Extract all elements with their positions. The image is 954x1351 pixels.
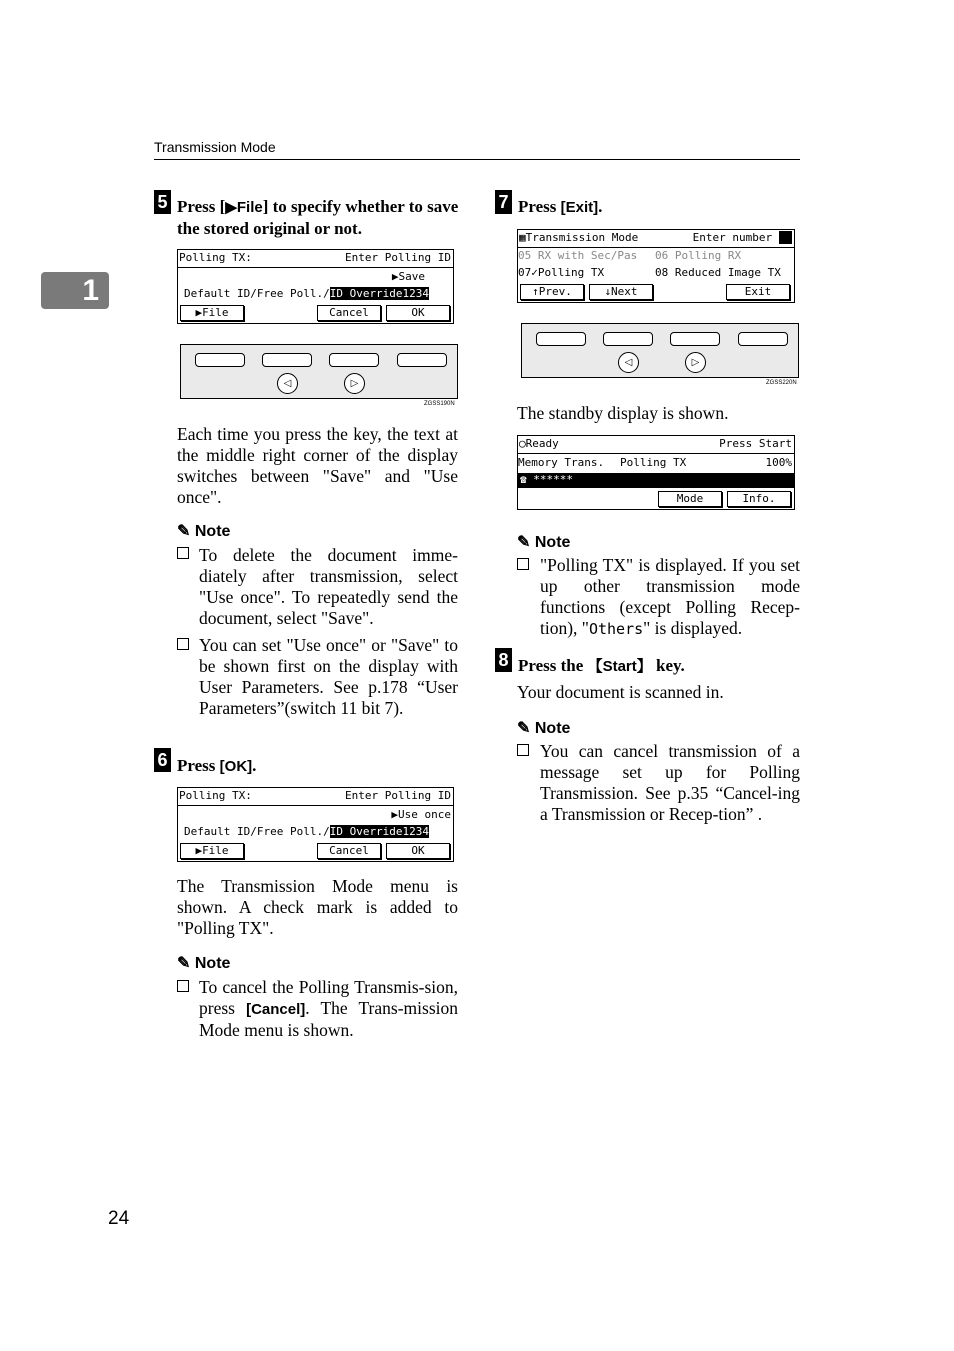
play-icon: ▶ <box>225 199 237 216</box>
note-item: You can set "Use once" or "Save" to be shown first on the display with User Parameters. See p.178 “User Parameters”(switch 11 bit 7). <box>199 635 458 718</box>
lcd-number-field[interactable]: ☎ ****** <box>518 473 794 488</box>
pencil-icon: ✎ <box>517 534 531 551</box>
step-number-8: 8 <box>495 648 512 672</box>
left-arrow-icon[interactable]: ◁ <box>618 352 639 373</box>
step7-instruction: Press [Exit]. <box>518 197 603 216</box>
chapter-tab: 1 <box>41 272 109 309</box>
note-heading: ✎ Note <box>177 523 231 540</box>
lcd-selected-value: ID Override1234 <box>329 287 430 300</box>
selection-key-4[interactable] <box>397 353 447 367</box>
file-button[interactable]: ▶File <box>180 305 244 321</box>
checkbox-icon <box>517 558 529 570</box>
lcd-id-line: Default ID/Free Poll./ID Override1234 <box>184 825 430 838</box>
lcd-option: ▶Save <box>391 270 425 283</box>
lcd-prompt: Enter number <box>693 231 792 244</box>
lcd-mode: Memory Trans. <box>518 456 605 469</box>
selection-key-4[interactable] <box>738 332 788 346</box>
checkbox-icon <box>177 638 189 650</box>
right-arrow-icon[interactable]: ▷ <box>344 373 365 394</box>
selection-key-2[interactable] <box>603 332 653 346</box>
step6-description: The Transmission Mode menu is shown. A check mark is added to "Polling TX". <box>177 876 458 938</box>
lcd-title: ▦Transmission Mode <box>519 231 639 244</box>
lcd-menu-row[interactable]: 08 Reduced Image TX <box>655 266 781 279</box>
exit-button[interactable]: Exit <box>726 284 790 300</box>
lcd-menu-row-selected[interactable]: 07✓Polling TX <box>518 266 605 279</box>
lcd-standby <box>517 435 795 510</box>
lcd-prompt: Enter Polling ID <box>345 251 451 264</box>
play-icon: ▶ <box>195 306 203 319</box>
step5-instruction: Press [▶File] to specify whether to save the stored original or not. <box>177 197 459 238</box>
lcd-transmission-mode <box>517 229 795 303</box>
header-rule <box>154 159 800 160</box>
lcd-prompt: Press Start <box>719 437 792 450</box>
step-number-6: 6 <box>154 748 171 772</box>
mode-button[interactable]: Mode <box>658 491 722 507</box>
cancel-button[interactable]: Cancel <box>317 843 381 859</box>
control-panel <box>521 323 799 378</box>
step8-description: Your document is scanned in. <box>517 682 724 702</box>
cancel-button[interactable]: Cancel <box>317 305 381 321</box>
menu-icon: ▦ <box>519 231 526 244</box>
pencil-icon: ✎ <box>177 523 191 540</box>
checkbox-icon <box>177 980 189 992</box>
lcd-id-line: Default ID/Free Poll./ID Override1234 <box>184 287 430 300</box>
lcd-status: ◯Ready <box>519 437 559 450</box>
selection-key-2[interactable] <box>262 353 312 367</box>
note-heading: ✎ Note <box>517 720 571 737</box>
lcd-display-use-once <box>177 787 454 862</box>
note-heading: ✎ Note <box>177 955 231 972</box>
lcd-menu-row[interactable]: 05 RX with Sec/Pas <box>518 249 638 262</box>
step5-description: Each time you press the key, the text at the middle right corner of the display switches between "Save" and "Use once". <box>177 424 458 507</box>
ok-button[interactable]: OK <box>386 305 450 321</box>
lcd-title: Polling TX: <box>179 251 252 264</box>
ok-button[interactable]: OK <box>386 843 450 859</box>
lcd-display-save <box>177 249 454 324</box>
figure-code: ZGSS220N <box>766 380 797 386</box>
left-arrow-icon[interactable]: ◁ <box>277 373 298 394</box>
right-arrow-icon[interactable]: ▷ <box>685 352 706 373</box>
lcd-prompt: Enter Polling ID <box>345 789 451 802</box>
circle-icon: ◯ <box>519 437 526 450</box>
lcd-percent: 100% <box>765 456 792 469</box>
control-panel <box>180 344 458 399</box>
step-number-5: 5 <box>154 190 171 214</box>
page-number: 24 <box>108 1208 130 1229</box>
figure-code: ZGSS190N <box>424 401 455 407</box>
step7-description: The standby display is shown. <box>517 403 729 423</box>
info-button[interactable]: Info. <box>727 491 791 507</box>
play-icon: ▶ <box>391 808 399 821</box>
note-item: To delete the document imme-diately after transmission, select "Use once". To repeatedly send the document, select "Save". <box>199 545 458 628</box>
step6-instruction: Press [OK]. <box>177 756 257 775</box>
play-icon: ▶ <box>391 270 399 283</box>
note-item: "Polling TX" is displayed. If you set up other transmission mode functions (except Polling Recep-tion), "Others" is displayed. <box>540 555 800 638</box>
selection-key-1[interactable] <box>536 332 586 346</box>
selection-key-1[interactable] <box>195 353 245 367</box>
checkbox-icon <box>177 547 189 559</box>
step8-instruction: Press the 【Start】 key. <box>518 656 685 675</box>
lcd-option: ▶Use once <box>391 808 451 821</box>
note-item: To cancel the Polling Transmis-sion, press [Cancel]. The Trans-mission Mode menu is shown. <box>199 977 458 1040</box>
cursor-icon <box>779 231 792 244</box>
step-number-7: 7 <box>495 190 512 214</box>
pencil-icon: ✎ <box>177 955 191 972</box>
pencil-icon: ✎ <box>517 720 531 737</box>
play-icon: ▶ <box>195 844 203 857</box>
note-item: You can cancel transmission of a message set up for Polling Transmission. See p.35 “Cancel-ing a Transmission or Recep-tion” . <box>540 741 800 824</box>
next-button[interactable]: ↓Next <box>589 284 653 300</box>
selection-key-3[interactable] <box>670 332 720 346</box>
note-heading: ✎ Note <box>517 534 571 551</box>
prev-button[interactable]: ↑Prev. <box>520 284 584 300</box>
lcd-menu-row[interactable]: 06 Polling RX <box>655 249 742 262</box>
lcd-title: Polling TX: <box>179 789 252 802</box>
section-header: Transmission Mode <box>154 139 276 155</box>
lcd-mode-value: Polling TX <box>620 456 687 469</box>
checkbox-icon <box>517 744 529 756</box>
lcd-selected-value: ID Override1234 <box>329 825 430 838</box>
selection-key-3[interactable] <box>329 353 379 367</box>
file-button[interactable]: ▶File <box>180 843 244 859</box>
